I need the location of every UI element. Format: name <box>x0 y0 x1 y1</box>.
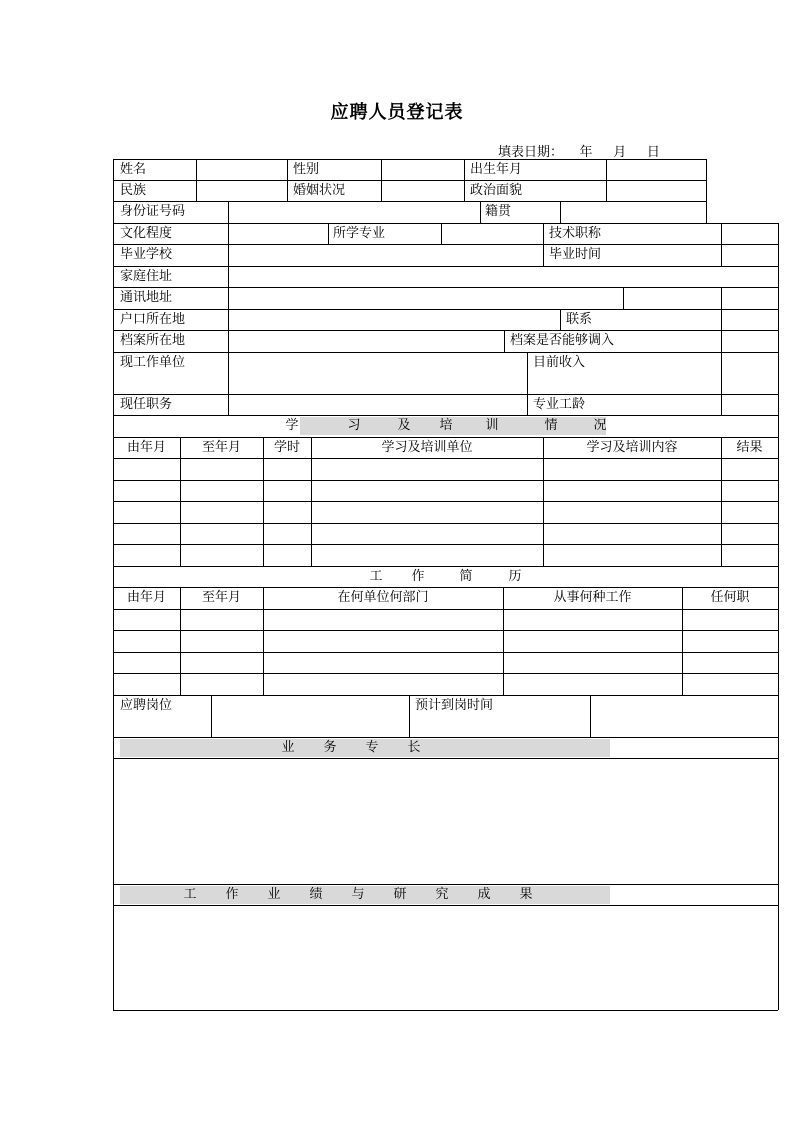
table-rule-vertical <box>196 159 197 201</box>
ethnicity-label: 民族 <box>120 183 147 198</box>
table-rule-vertical <box>287 159 288 201</box>
table-rule-horizontal <box>113 523 778 524</box>
table-rule-vertical <box>504 330 505 352</box>
section-title-char: 成 <box>477 887 491 902</box>
table-rule-vertical <box>527 352 528 415</box>
study-header-to: 至年月 <box>201 440 241 455</box>
id-number-label: 身份证号码 <box>120 204 186 219</box>
name-label: 姓名 <box>120 162 147 177</box>
section-title-char: 长 <box>407 740 421 755</box>
table-rule-vertical <box>623 287 624 309</box>
section-title-char: 业 <box>267 887 281 902</box>
section-title-char: 培 <box>439 418 453 433</box>
table-rule-horizontal <box>113 758 778 759</box>
table-rule-vertical <box>409 695 410 737</box>
study-header-content: 学习及培训内容 <box>586 440 678 455</box>
table-rule-horizontal <box>113 630 778 631</box>
table-rule-vertical <box>778 223 779 1010</box>
section-title-char: 研 <box>393 887 407 902</box>
fill-date-day: 日 <box>646 145 660 160</box>
table-rule-horizontal <box>113 905 778 906</box>
section-title-char: 作 <box>225 887 239 902</box>
table-rule-horizontal <box>113 159 706 160</box>
school-label: 毕业学校 <box>120 247 173 262</box>
table-rule-horizontal <box>113 223 778 224</box>
section-shading <box>300 417 606 435</box>
work-header-unit: 在何单位何部门 <box>337 590 429 605</box>
section-title-char: 专 <box>365 740 379 755</box>
tech-title-label: 技术职称 <box>549 226 602 241</box>
page-title: 应聘人员登记表 <box>330 102 464 123</box>
table-rule-horizontal <box>113 266 778 267</box>
table-rule-vertical <box>543 223 544 244</box>
table-rule-horizontal <box>113 352 778 353</box>
work-header-job: 从事何种工作 <box>553 590 632 605</box>
major-label: 所学专业 <box>333 226 386 241</box>
grad-time-label: 毕业时间 <box>549 247 602 262</box>
table-rule-horizontal <box>113 566 778 567</box>
income-label: 目前收入 <box>533 355 586 370</box>
table-rule-horizontal <box>113 501 778 502</box>
table-rule-vertical <box>441 223 442 244</box>
table-rule-vertical <box>721 309 722 330</box>
employer-label: 现工作单位 <box>120 355 186 370</box>
table-rule-horizontal <box>113 201 706 202</box>
table-rule-vertical <box>381 159 382 201</box>
section-title-char: 务 <box>323 740 337 755</box>
table-rule-horizontal <box>113 287 778 288</box>
study-header-hours: 学时 <box>273 440 300 455</box>
section-title-char: 工 <box>369 569 383 584</box>
section-title-char: 习 <box>347 418 361 433</box>
table-rule-horizontal <box>113 330 778 331</box>
table-rule-vertical <box>560 201 561 223</box>
home-address-label: 家庭住址 <box>120 269 173 284</box>
section-title-char: 作 <box>411 569 425 584</box>
section-title-char: 学 <box>285 418 299 433</box>
table-rule-vertical <box>590 695 591 737</box>
table-rule-vertical <box>113 159 114 1010</box>
work-header-to: 至年月 <box>201 590 241 605</box>
table-rule-horizontal <box>113 180 706 181</box>
section-title-char: 工 <box>183 887 197 902</box>
study-header-unit: 学习及培训单位 <box>381 440 473 455</box>
table-rule-vertical <box>464 159 465 201</box>
table-rule-vertical <box>721 287 722 309</box>
position-label: 现任职务 <box>120 397 173 412</box>
fill-date-year: 年 <box>579 145 593 160</box>
table-rule-vertical <box>228 223 229 415</box>
archive-label: 档案所在地 <box>120 333 186 348</box>
table-rule-vertical <box>543 244 544 266</box>
table-rule-vertical <box>606 159 607 201</box>
section-title-char: 及 <box>397 418 411 433</box>
table-rule-vertical <box>328 223 329 244</box>
section-title-char: 与 <box>351 887 365 902</box>
table-rule-vertical <box>211 695 212 737</box>
section-title-char: 究 <box>435 887 449 902</box>
hukou-label: 户口所在地 <box>120 312 186 327</box>
table-rule-vertical <box>721 352 722 415</box>
section-title-char: 简 <box>459 569 473 584</box>
section-title-char: 业 <box>281 740 295 755</box>
table-rule-horizontal <box>113 480 778 481</box>
table-rule-horizontal <box>113 652 778 653</box>
table-rule-horizontal <box>113 244 778 245</box>
apply-post-label: 应聘岗位 <box>120 698 173 713</box>
table-rule-vertical <box>560 309 561 330</box>
table-rule-vertical <box>721 330 722 352</box>
table-rule-vertical <box>721 244 722 266</box>
section-title-char: 绩 <box>309 887 323 902</box>
table-rule-horizontal <box>113 544 778 545</box>
arrival-time-label: 预计到岗时间 <box>415 698 494 713</box>
mail-address-label: 通讯地址 <box>120 290 173 305</box>
fill-date-label: 填表日期： <box>498 145 564 160</box>
work-header-post: 任何职 <box>710 590 750 605</box>
section-title-char: 情 <box>544 418 558 433</box>
contact-label: 联系 <box>566 312 593 327</box>
table-rule-horizontal <box>113 1010 778 1011</box>
work-header-from: 由年月 <box>126 590 166 605</box>
table-rule-horizontal <box>113 673 778 674</box>
study-header-from: 由年月 <box>126 440 166 455</box>
section-title-char: 训 <box>485 418 499 433</box>
political-label: 政治面貌 <box>470 183 523 198</box>
table-rule-horizontal <box>113 737 778 738</box>
seniority-label: 专业工龄 <box>533 397 586 412</box>
table-rule-horizontal <box>113 309 778 310</box>
section-title-char: 果 <box>519 887 533 902</box>
section-title-char: 况 <box>593 418 607 433</box>
table-rule-vertical <box>480 201 481 223</box>
marital-label: 婚姻状况 <box>293 183 346 198</box>
birth-label: 出生年月 <box>470 162 523 177</box>
table-rule-vertical <box>228 201 229 223</box>
fill-date <box>498 141 660 160</box>
gender-label: 性别 <box>293 162 320 177</box>
table-rule-vertical <box>706 159 707 223</box>
section-title-char: 历 <box>508 569 522 584</box>
archive-transfer-label: 档案是否能够调入 <box>510 333 615 348</box>
study-header-result: 结果 <box>736 440 763 455</box>
table-rule-horizontal <box>113 609 778 610</box>
table-rule-horizontal <box>113 458 778 459</box>
education-label: 文化程度 <box>120 226 173 241</box>
table-rule-vertical <box>721 223 722 244</box>
table-rule-horizontal <box>113 394 778 395</box>
native-place-label: 籍贯 <box>485 204 512 219</box>
fill-date-month: 月 <box>613 145 627 160</box>
